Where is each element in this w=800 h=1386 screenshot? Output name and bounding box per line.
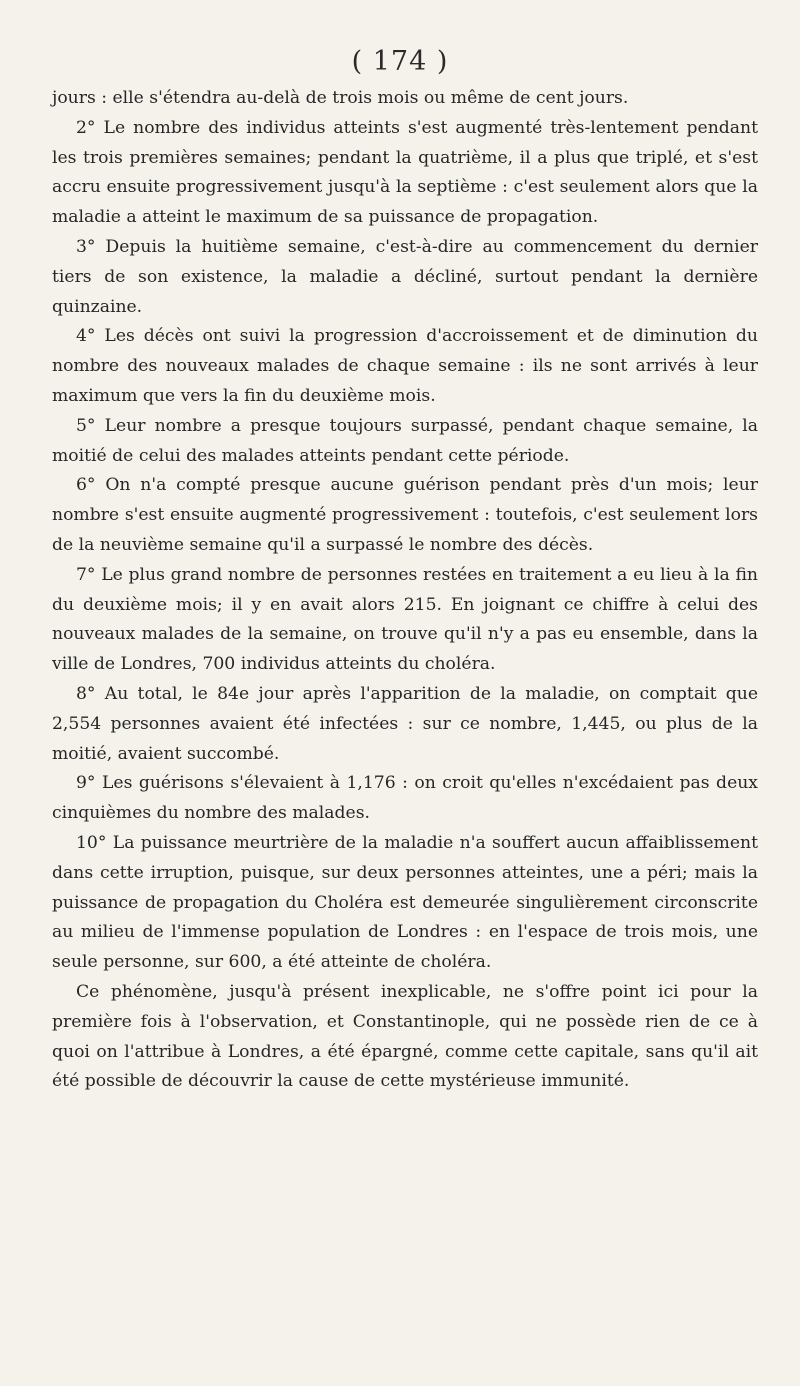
paragraph-item-9: 9° Les guérisons s'élevaient à 1,176 : on croit qu'elles n'excédaient pas deux cinquièmes du nombre des malades. — [52, 773, 758, 824]
paragraph-item-10: 10° La puissance meurtrière de la maladie n'a souffert aucun affaiblissement dans cette irruption, puisque, sur deux personnes atteintes, une a péri; mais la puissance de propagation du Choléra est demeurée singulièrement circonscrite au milieu de l'immense population de Londres : en l'espace de trois mois, une seule personne, sur 600, a été atteinte de choléra. — [52, 832, 758, 973]
paragraph-item-4: 4° Les décès ont suivi la progression d'accroissement et de diminution du nombre des nouveaux malades de chaque semaine : ils ne sont arrivés à leur maximum que vers la fin du deuxième mois. — [52, 326, 758, 406]
paragraph-conclusion: Ce phénomène, jusqu'à présent inexplicable, ne s'offre point ici pour la première fois à l'observation, et Constantinople, qui ne possède rien de ce à quoi on l'attribue à Londres, a été épargné, comme cette capitale, sans qu'il ait été possible de découvrir la cause de cette mystérieuse immunité. — [52, 981, 758, 1092]
paragraph-item-3: 3° Depuis la huitième semaine, c'est-à-dire au commencement du dernier tiers de son existence, la maladie a décliné, surtout pendant la dernière quinzaine. — [52, 236, 758, 317]
paragraph-item-2: 2° Le nombre des individus atteints s'est augmenté très-lentement pendant les trois premières semaines; pendant la quatrième, il a plus que triplé, et s'est accru ensuite progressivement jusqu'à la septième : c'est seulement alors que la maladie a atteint le maximum de sa puissance de propagation. — [52, 117, 758, 228]
paragraph-item-8: 8° Au total, le 84e jour après l'apparition de la maladie, on comptait que 2,554 personnes avaient été infectées : sur ce nombre, 1,445, ou plus de la moitié, avaient succombé. — [52, 683, 758, 764]
paragraph-continuation: jours : elle s'étendra au-delà de trois mois ou même de cent jours. — [52, 88, 629, 108]
page-number: ( 174 ) — [351, 46, 449, 77]
paragraph-item-6: 6° On n'a compté presque aucune guérison pendant près d'un mois; leur nombre s'est ensuite augmenté progressivement : toutefois, c'est seulement lors de la neuvième semaine qu'il a surpassé le nombre des décès. — [52, 475, 758, 555]
body-text — [52, 84, 758, 1097]
paragraph-item-5: 5° Leur nombre a presque toujours surpassé, pendant chaque semaine, la moitié de celui des malades atteints pendant cette période. — [52, 415, 758, 466]
paragraph-item-7: 7° Le plus grand nombre de personnes restées en traitement a eu lieu à la fin du deuxième mois; il y en avait alors 215. En joignant ce chiffre à celui des nouveaux malades de la semaine, on trouve qu'il n'y a pas eu ensemble, dans la ville de Londres, 700 individus atteints du choléra. — [52, 564, 758, 675]
